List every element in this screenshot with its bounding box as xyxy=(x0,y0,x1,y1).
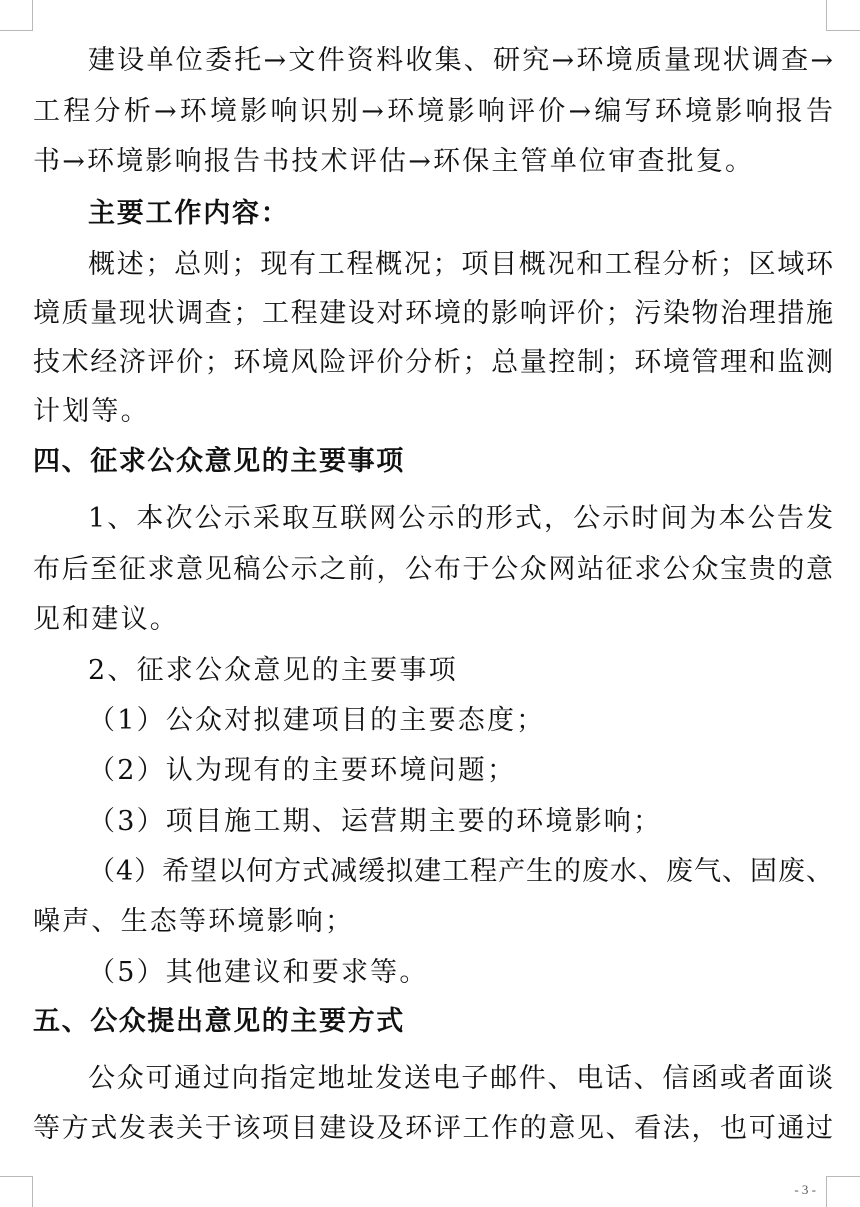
text-line: 境质量现状调查；工程建设对环境的影响评价；污染物治理措施 xyxy=(33,298,833,329)
section-heading-4: 四、征求公众意见的主要事项 xyxy=(33,446,405,477)
crop-mark-bottom-right-v xyxy=(826,1176,827,1207)
text-line: 噪声、生态等环境影响； xyxy=(33,906,355,937)
text-line: 1、本次公示采取互联网公示的形式，公示时间为本公告发 xyxy=(88,503,833,534)
text-line: 公众可通过向指定地址发送电子邮件、电话、信函或者面谈 xyxy=(88,1063,833,1094)
text-line: 计划等。 xyxy=(33,396,150,427)
text-line: 技术经济评价；环境风险评价分析；总量控制；环境管理和监测 xyxy=(33,347,833,378)
list-item: （4）希望以何方式减缓拟建工程产生的废水、废气、固废、 xyxy=(88,856,833,887)
text-line: 建设单位委托→文件资料收集、研究→环境质量现状调查→ xyxy=(88,45,833,76)
text-line: 布后至征求意见稿公示之前，公布于公众网站征求公众宝贵的意 xyxy=(33,554,833,585)
list-item: （1）公众对拟建项目的主要态度； xyxy=(88,705,546,736)
crop-mark-top-right-v xyxy=(826,0,827,31)
section-heading-5: 五、公众提出意见的主要方式 xyxy=(33,1006,405,1037)
subheading-main-work: 主要工作内容： xyxy=(88,198,290,229)
text-line: 概述；总则；现有工程概况；项目概况和工程分析；区域环 xyxy=(88,249,833,280)
crop-mark-bottom-left-h xyxy=(0,1176,33,1177)
text-line: 2、征求公众意见的主要事项 xyxy=(88,655,458,686)
crop-mark-top-right-h xyxy=(826,30,860,31)
text-line: 等方式发表关于该项目建设及环评工作的意见、看法，也可通过 xyxy=(33,1113,833,1144)
text-line: 见和建议。 xyxy=(33,604,179,635)
list-item: （2）认为现有的主要环境问题； xyxy=(88,755,517,786)
crop-mark-top-left-v xyxy=(32,0,33,31)
list-item: （5）其他建议和要求等。 xyxy=(88,957,429,988)
crop-mark-bottom-left-v xyxy=(32,1176,33,1207)
crop-mark-bottom-right-h xyxy=(826,1176,860,1177)
text-line: 书→环境影响报告书技术评估→环保主管单位审查批复。 xyxy=(33,146,755,177)
list-item: （3）项目施工期、运营期主要的环境影响； xyxy=(88,806,663,837)
text-line: 工程分析→环境影响识别→环境影响评价→编写环境影响报告 xyxy=(33,96,833,127)
page-number: - 3 - xyxy=(794,1182,816,1197)
crop-mark-top-left-h xyxy=(0,30,33,31)
